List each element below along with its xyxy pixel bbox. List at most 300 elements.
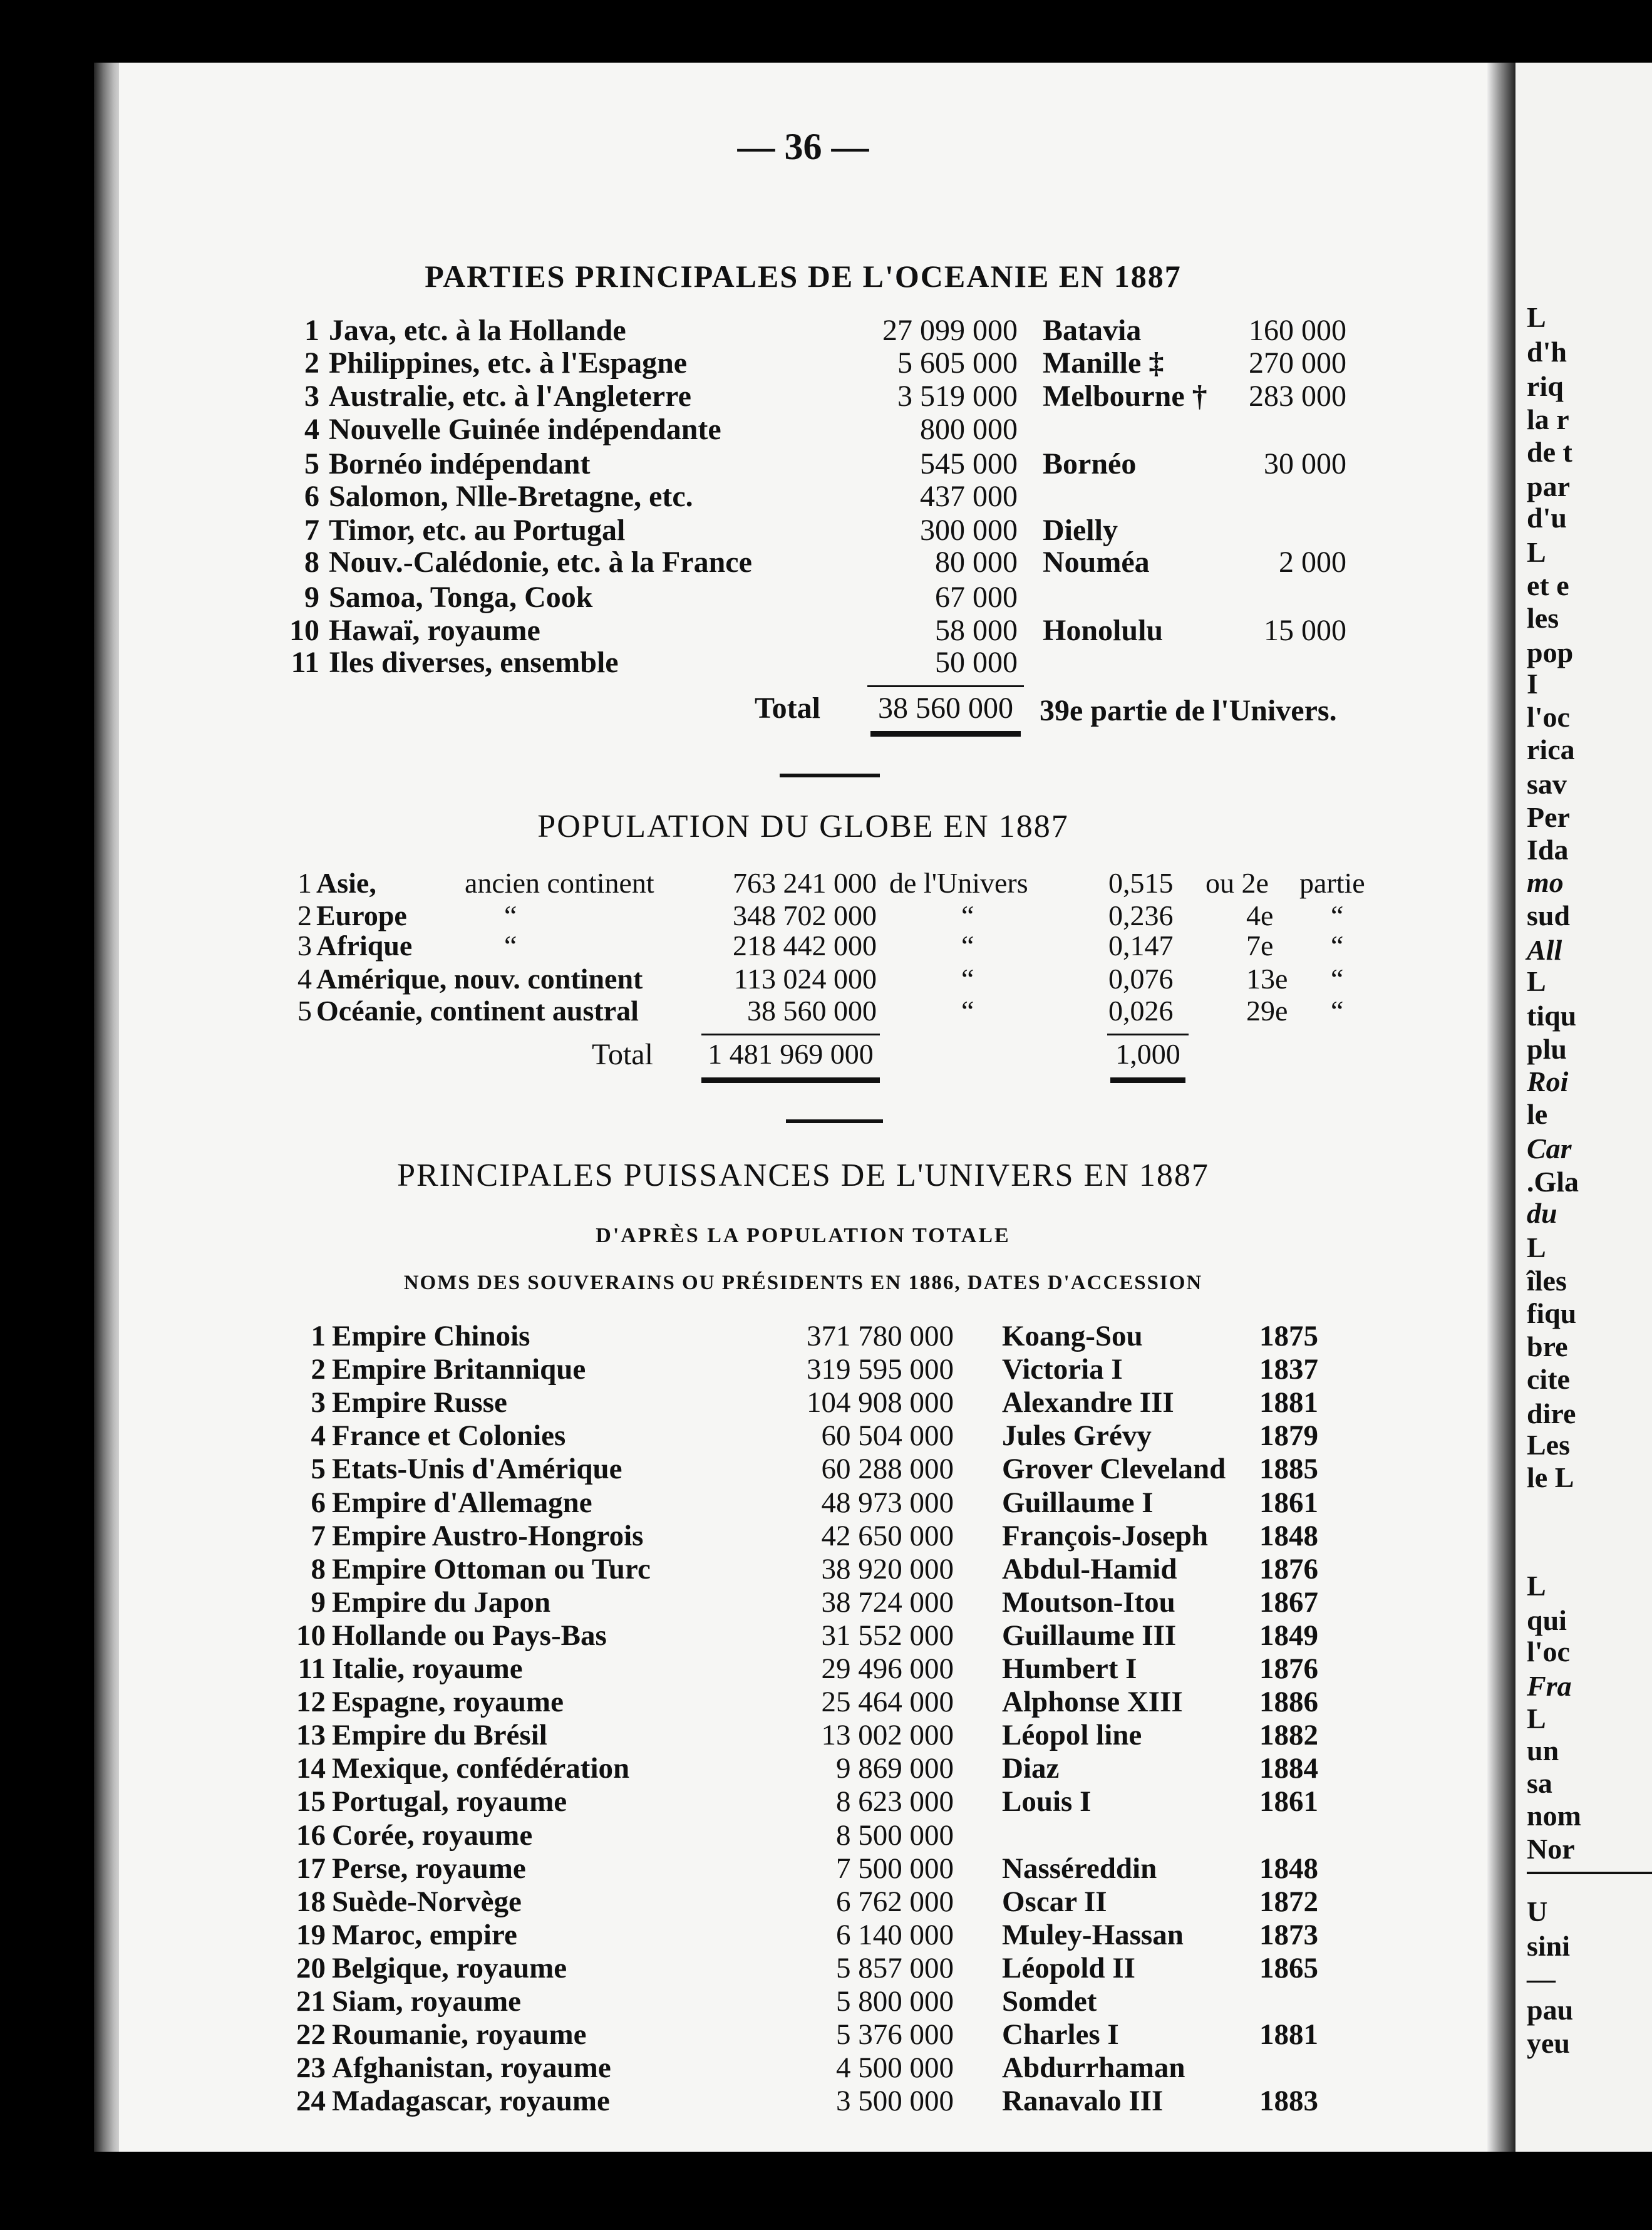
next-page-fragment: I — [1527, 668, 1538, 700]
ruler-name: Ranavalo III — [1002, 2085, 1164, 2117]
accession-year: 1867 — [1259, 1586, 1318, 1619]
rank-part: 29e — [1246, 995, 1288, 1027]
territory-name: Timor, etc. au Portugal — [329, 514, 626, 547]
territory-name: Salomon, Nlle-Bretagne, etc. — [329, 480, 693, 513]
country-name: Empire Chinois — [332, 1320, 530, 1352]
row-number: 5 — [311, 1453, 326, 1485]
population: 31 552 000 — [821, 1619, 954, 1652]
row-number: 20 — [296, 1952, 326, 1984]
continent-name: Asie, — [316, 867, 376, 899]
population: 5 605 000 — [897, 346, 1018, 380]
next-page-fragment: rica — [1527, 734, 1575, 765]
row-number: 21 — [296, 1985, 326, 2018]
partie: “ — [1331, 995, 1344, 1027]
country-name: Portugal, royaume — [332, 1785, 567, 1818]
country-name: Etats-Unis d'Amérique — [332, 1453, 622, 1485]
country-name: Afghanistan, royaume — [332, 2051, 611, 2084]
capital-population: 2 000 — [1279, 546, 1346, 579]
next-page-fragment: — — [1527, 1963, 1556, 1994]
row-number: 23 — [296, 2051, 326, 2084]
oceania-total-underline — [870, 731, 1021, 737]
power-row — [119, 1984, 1487, 2018]
population: 58 000 — [935, 614, 1018, 647]
row-number: 5 — [297, 995, 312, 1027]
power-row — [119, 1785, 1487, 1818]
country-name: Perse, royaume — [332, 1852, 526, 1885]
population: 13 002 000 — [821, 1719, 954, 1751]
row-number: 15 — [296, 1785, 326, 1818]
globe-total-overline — [701, 1034, 880, 1035]
powers-header: NOMS DES SOUVERAINS OU PRÉSIDENTS EN 1886, DATES D'ACCESSION — [403, 1272, 1203, 1294]
next-page-fragment: Car — [1527, 1133, 1572, 1164]
population: 80 000 — [935, 546, 1018, 579]
globe-total-label: Total — [592, 1038, 653, 1071]
oceania-title: PARTIES PRINCIPALES DE L'OCEANIE EN 1887 — [425, 259, 1182, 294]
row-number: 18 — [296, 1885, 326, 1918]
row-number: 14 — [296, 1752, 326, 1785]
powers-subtitle: D'APRÈS LA POPULATION TOTALE — [596, 1224, 1011, 1247]
next-page-fragment: nom — [1527, 1800, 1581, 1832]
territory-name: Nouv.-Calédonie, etc. à la France — [329, 546, 752, 579]
row-number: 22 — [296, 2018, 326, 2051]
globe-frac-overline — [1107, 1034, 1189, 1035]
powers-title: PRINCIPALES PUISSANCES DE L'UNIVERS EN 1887 — [397, 1158, 1209, 1193]
power-row — [119, 1685, 1487, 1718]
population: 25 464 000 — [821, 1686, 954, 1718]
row-number: 6 — [311, 1486, 326, 1519]
capital-name: Nouméa — [1043, 546, 1150, 579]
ruler-name: Grover Cleveland — [1002, 1453, 1226, 1485]
ruler-name: Alexandre III — [1002, 1386, 1174, 1419]
next-page-fragment: le — [1527, 1098, 1548, 1130]
row-number: 1 — [297, 867, 312, 899]
continent-description: “ — [504, 900, 517, 931]
next-page-fragment: bre — [1527, 1330, 1568, 1362]
page-number: — 36 — — [737, 126, 869, 167]
next-page-fragment: U — [1527, 1896, 1548, 1927]
oceania-total-note: 39e partie de l'Univers. — [1040, 694, 1337, 727]
rank-part: ou 2e — [1205, 867, 1269, 899]
next-page-fragment: plu — [1527, 1033, 1567, 1065]
country-name: Empire Russe — [332, 1386, 507, 1419]
population: 6 762 000 — [836, 1885, 954, 1918]
book-page — [119, 63, 1487, 2152]
next-page-fragment: la r — [1527, 403, 1569, 435]
population: 8 623 000 — [836, 1785, 954, 1818]
next-page-fragment: L — [1527, 1232, 1546, 1263]
accession-year: 1848 — [1259, 1520, 1318, 1552]
territory-name: Bornéo indépendant — [329, 447, 591, 480]
accession-year: 1875 — [1259, 1320, 1318, 1352]
next-page-fragment: le L — [1527, 1461, 1574, 1493]
ruler-name: Guillaume III — [1002, 1619, 1177, 1652]
next-page-fragment: Per — [1527, 801, 1570, 833]
row-number: 1 — [311, 1320, 326, 1352]
power-row — [119, 1419, 1487, 1452]
continent-description: “ — [504, 930, 517, 962]
next-page-fragment: du — [1527, 1197, 1557, 1229]
next-page-fragment: sud — [1527, 900, 1571, 931]
row-number: 9 — [304, 581, 319, 614]
next-page-fragment: pop — [1527, 636, 1574, 668]
country-name: Mexique, confédération — [332, 1752, 630, 1785]
next-page-fragment: et e — [1527, 569, 1569, 601]
share-label: “ — [961, 963, 974, 995]
country-name: Italie, royaume — [332, 1652, 523, 1685]
capital-population: 15 000 — [1264, 614, 1346, 647]
row-number: 3 — [304, 380, 319, 413]
power-row — [119, 2018, 1487, 2051]
accession-year: 1873 — [1259, 1919, 1318, 1951]
population: 67 000 — [935, 581, 1018, 614]
continent-description: ancien continent — [465, 867, 654, 899]
globe-row — [119, 866, 1487, 898]
accession-year: 1848 — [1259, 1852, 1318, 1885]
accession-year: 1879 — [1259, 1419, 1318, 1452]
oceania-total-overline — [867, 685, 1024, 687]
power-row — [119, 1951, 1487, 1984]
territory-name: Hawaï, royaume — [329, 614, 540, 647]
partie: “ — [1331, 930, 1344, 962]
population: 763 241 000 — [733, 867, 877, 899]
ruler-name: Alphonse XIII — [1002, 1686, 1183, 1718]
oceania-row — [119, 479, 1487, 512]
population: 29 496 000 — [821, 1652, 954, 1685]
country-name: Empire Austro-Hongrois — [332, 1520, 644, 1552]
population: 300 000 — [920, 514, 1018, 547]
next-page-fragment: All — [1527, 934, 1562, 966]
power-row — [119, 1718, 1487, 1751]
country-name: Roumanie, royaume — [332, 2018, 587, 2051]
row-number: 3 — [311, 1386, 326, 1419]
fraction: 0,026 — [1108, 995, 1174, 1027]
capital-population: 30 000 — [1264, 447, 1346, 480]
next-page-fragment: qui — [1527, 1604, 1567, 1636]
row-number: 7 — [304, 514, 319, 547]
row-number: 2 — [297, 900, 312, 931]
row-number: 3 — [297, 930, 312, 962]
next-page-fragment: L — [1527, 1570, 1546, 1602]
share-label: de l'Univers — [889, 867, 1028, 899]
population: 3 500 000 — [836, 2085, 954, 2117]
oceania-row — [119, 513, 1487, 546]
next-page-fragment: un — [1527, 1735, 1559, 1766]
row-number: 19 — [296, 1919, 326, 1951]
territory-name: Australie, etc. à l'Angleterre — [329, 380, 691, 413]
oceania-row — [119, 412, 1487, 445]
next-page-fragment: pau — [1527, 1994, 1574, 2026]
next-page-fragment: de t — [1527, 436, 1572, 468]
capital-name: Batavia — [1043, 314, 1142, 347]
row-number: 4 — [311, 1419, 326, 1452]
share-label: “ — [961, 930, 974, 962]
accession-year: 1849 — [1259, 1619, 1318, 1652]
power-row — [119, 1519, 1487, 1552]
globe-total-underline — [701, 1077, 880, 1083]
next-page-fragment: mo — [1527, 866, 1564, 898]
next-page-fragment: dire — [1527, 1398, 1576, 1429]
row-number: 8 — [311, 1553, 326, 1585]
accession-year: 1876 — [1259, 1652, 1318, 1685]
oceania-row — [119, 313, 1487, 346]
next-page-fragment: l'oc — [1527, 1636, 1570, 1667]
territory-name: Java, etc. à la Hollande — [329, 314, 626, 347]
ruler-name: Oscar II — [1002, 1885, 1107, 1918]
accession-year: 1861 — [1259, 1785, 1318, 1818]
oceania-row — [119, 613, 1487, 646]
population: 545 000 — [920, 447, 1018, 480]
population: 104 908 000 — [807, 1386, 954, 1419]
power-row — [119, 1852, 1487, 1885]
population: 5 376 000 — [836, 2018, 954, 2051]
population: 38 920 000 — [821, 1553, 954, 1585]
population: 218 442 000 — [733, 930, 877, 962]
next-page-fragment: fiqu — [1527, 1297, 1577, 1329]
row-number: 10 — [296, 1619, 326, 1652]
ruler-name: Léopold II — [1002, 1952, 1135, 1984]
power-row — [119, 2084, 1487, 2117]
population: 38 724 000 — [821, 1586, 954, 1619]
share-label: “ — [961, 900, 974, 931]
oceania-row — [119, 346, 1487, 378]
ruler-name: Koang-Sou — [1002, 1320, 1143, 1352]
capital-name: Honolulu — [1043, 614, 1164, 647]
power-row — [119, 1818, 1487, 1852]
next-page-fragment: sa — [1527, 1767, 1552, 1799]
accession-year: 1881 — [1259, 1386, 1318, 1419]
oceania-row — [119, 447, 1487, 479]
population: 38 560 000 — [747, 995, 877, 1027]
partie: “ — [1331, 963, 1344, 995]
ruler-name: Humbert I — [1002, 1652, 1137, 1685]
population: 113 024 000 — [733, 963, 877, 995]
country-name: Empire du Brésil — [332, 1719, 547, 1751]
partie: partie — [1299, 867, 1365, 899]
row-number: 11 — [291, 646, 319, 679]
section-divider — [780, 774, 880, 777]
next-page-fragment: riq — [1527, 370, 1564, 402]
row-number: 8 — [304, 546, 319, 579]
next-page-fragment: cite — [1527, 1363, 1570, 1395]
row-number: 2 — [304, 346, 319, 380]
territory-name: Iles diverses, ensemble — [329, 646, 619, 679]
ruler-name: François-Joseph — [1002, 1520, 1208, 1552]
next-page-fragment: sav — [1527, 768, 1567, 800]
capital-name: Melbourne † — [1043, 380, 1207, 413]
next-page-fragment: d'u — [1527, 502, 1567, 534]
next-page-fragment: yeu — [1527, 2027, 1570, 2059]
next-page-fragment: Fra — [1527, 1670, 1572, 1702]
capital-population: 160 000 — [1249, 314, 1346, 347]
row-number: 7 — [311, 1520, 326, 1552]
country-name: Belgique, royaume — [332, 1952, 567, 1984]
population: 3 519 000 — [897, 380, 1018, 413]
power-row — [119, 1619, 1487, 1652]
population: 27 099 000 — [882, 314, 1018, 347]
accession-year: 1865 — [1259, 1952, 1318, 1984]
power-row — [119, 1552, 1487, 1585]
row-number: 24 — [296, 2085, 326, 2117]
globe-frac-underline — [1110, 1077, 1185, 1083]
power-row — [119, 1918, 1487, 1951]
ruler-name: Abdurrhaman — [1002, 2051, 1185, 2084]
ruler-name: Nasséreddin — [1002, 1852, 1157, 1885]
row-number: 1 — [304, 314, 319, 347]
power-row — [119, 1319, 1487, 1352]
accession-year: 1837 — [1259, 1353, 1318, 1386]
row-number: 6 — [304, 480, 319, 513]
capital-name: Manille ‡ — [1043, 346, 1164, 380]
book-gutter — [1487, 63, 1515, 2152]
oceania-row — [119, 379, 1487, 412]
next-page-fragment: tiqu — [1527, 1000, 1577, 1032]
country-name: Hollande ou Pays-Bas — [332, 1619, 607, 1652]
accession-year: 1872 — [1259, 1885, 1318, 1918]
row-number: 13 — [296, 1719, 326, 1751]
next-page-fragment: les — [1527, 602, 1559, 634]
accession-year: 1886 — [1259, 1686, 1318, 1718]
power-row — [119, 1885, 1487, 1918]
population: 4 500 000 — [836, 2051, 954, 2084]
country-name: France et Colonies — [332, 1419, 566, 1452]
next-page-fragment: Nor — [1527, 1833, 1575, 1865]
capital-population: 283 000 — [1249, 380, 1346, 413]
territory-name: Nouvelle Guinée indépendante — [329, 413, 721, 446]
capital-name: Dielly — [1043, 514, 1118, 547]
row-number: 17 — [296, 1852, 326, 1885]
ruler-name: Louis I — [1002, 1785, 1092, 1818]
next-page-fragment: L — [1527, 965, 1546, 997]
section-divider — [786, 1119, 883, 1123]
continent-name: Océanie, continent austral — [316, 995, 639, 1027]
population: 50 000 — [935, 646, 1018, 679]
row-number: 2 — [311, 1353, 326, 1386]
row-number: 16 — [296, 1819, 326, 1852]
power-row — [119, 1352, 1487, 1386]
accession-year: 1883 — [1259, 2085, 1318, 2117]
country-name: Madagascar, royaume — [332, 2085, 610, 2117]
population: 800 000 — [920, 413, 1018, 446]
row-number: 4 — [297, 963, 312, 995]
population: 6 140 000 — [836, 1919, 954, 1951]
accession-year: 1885 — [1259, 1453, 1318, 1485]
power-row — [119, 1386, 1487, 1419]
oceania-row — [119, 580, 1487, 613]
rank-part: 13e — [1246, 963, 1288, 995]
territory-name: Samoa, Tonga, Cook — [329, 581, 593, 614]
next-page-fragment: sini — [1527, 1930, 1571, 1962]
share-label: “ — [961, 995, 974, 1027]
partie: “ — [1331, 900, 1344, 931]
globe-total-frac: 1,000 — [1115, 1038, 1180, 1070]
row-number: 10 — [289, 614, 319, 647]
country-name: Maroc, empire — [332, 1919, 517, 1951]
accession-year: 1884 — [1259, 1752, 1318, 1785]
capital-name: Bornéo — [1043, 447, 1137, 480]
fraction: 0,076 — [1108, 963, 1174, 995]
accession-year: 1881 — [1259, 2018, 1318, 2051]
next-page-fragment: Les — [1527, 1429, 1570, 1461]
globe-row — [119, 962, 1487, 993]
power-row — [119, 1751, 1487, 1785]
population: 8 500 000 — [836, 1819, 954, 1852]
power-row — [119, 2051, 1487, 2084]
oceania-total-value: 38 560 000 — [878, 692, 1013, 725]
globe-title: POPULATION DU GLOBE EN 1887 — [537, 809, 1069, 844]
globe-row — [119, 929, 1487, 960]
next-page-fragment: Ida — [1527, 834, 1569, 866]
row-number: 4 — [304, 413, 319, 446]
population: 5 857 000 — [836, 1952, 954, 1984]
ruler-name: Diaz — [1002, 1752, 1060, 1785]
ruler-name: Moutson-Itou — [1002, 1586, 1175, 1619]
country-name: Corée, royaume — [332, 1819, 533, 1852]
continent-name: Amérique, nouv. continent — [316, 963, 643, 995]
continent-name: Europe — [316, 900, 407, 931]
ruler-name: Victoria I — [1002, 1353, 1123, 1386]
next-page-fragment: îles — [1527, 1265, 1567, 1297]
population: 437 000 — [920, 480, 1018, 513]
oceania-row — [119, 545, 1487, 578]
country-name: Siam, royaume — [332, 1985, 522, 2018]
power-row — [119, 1486, 1487, 1519]
population: 42 650 000 — [821, 1520, 954, 1552]
next-page-fragment: .Gla — [1527, 1166, 1579, 1198]
accession-year: 1882 — [1259, 1719, 1318, 1751]
population: 48 973 000 — [821, 1486, 954, 1519]
ruler-name: Charles I — [1002, 2018, 1119, 2051]
globe-total-value: 1 481 969 000 — [708, 1038, 874, 1070]
rank-part: 4e — [1246, 900, 1274, 931]
book-spine-shadow — [94, 63, 122, 2152]
country-name: Empire d'Allemagne — [332, 1486, 592, 1519]
population: 60 504 000 — [821, 1419, 954, 1452]
country-name: Empire Britannique — [332, 1353, 586, 1386]
country-name: Empire du Japon — [332, 1586, 551, 1619]
power-row — [119, 1452, 1487, 1485]
fraction: 0,515 — [1108, 867, 1174, 899]
continent-name: Afrique — [316, 930, 413, 962]
row-number: 9 — [311, 1586, 326, 1619]
population: 319 595 000 — [807, 1353, 954, 1386]
next-page-fragment: L — [1527, 301, 1546, 333]
population: 371 780 000 — [807, 1320, 954, 1352]
next-page-edge — [1515, 63, 1652, 2152]
country-name: Suède-Norvège — [332, 1885, 522, 1918]
row-number: 11 — [297, 1652, 326, 1685]
next-page-fragment: L — [1527, 1703, 1546, 1735]
globe-row — [119, 899, 1487, 930]
power-row — [119, 1652, 1487, 1685]
fraction: 0,236 — [1108, 900, 1174, 931]
ruler-name: Somdet — [1002, 1985, 1097, 2018]
power-row — [119, 1585, 1487, 1619]
next-page-fragment: par — [1527, 470, 1570, 502]
population: 9 869 000 — [836, 1752, 954, 1785]
next-page-fragment: l'oc — [1527, 701, 1570, 733]
country-name: Empire Ottoman ou Turc — [332, 1553, 651, 1585]
territory-name: Philippines, etc. à l'Espagne — [329, 346, 688, 380]
capital-population: 270 000 — [1249, 346, 1346, 380]
next-page-fragment: Roi — [1527, 1066, 1569, 1097]
row-number: 12 — [296, 1686, 326, 1718]
accession-year: 1861 — [1259, 1486, 1318, 1519]
population: 5 800 000 — [836, 1985, 954, 2018]
globe-row — [119, 994, 1487, 1025]
accession-year: 1876 — [1259, 1553, 1318, 1585]
next-page-rule — [1527, 1872, 1652, 1874]
oceania-row — [119, 645, 1487, 678]
